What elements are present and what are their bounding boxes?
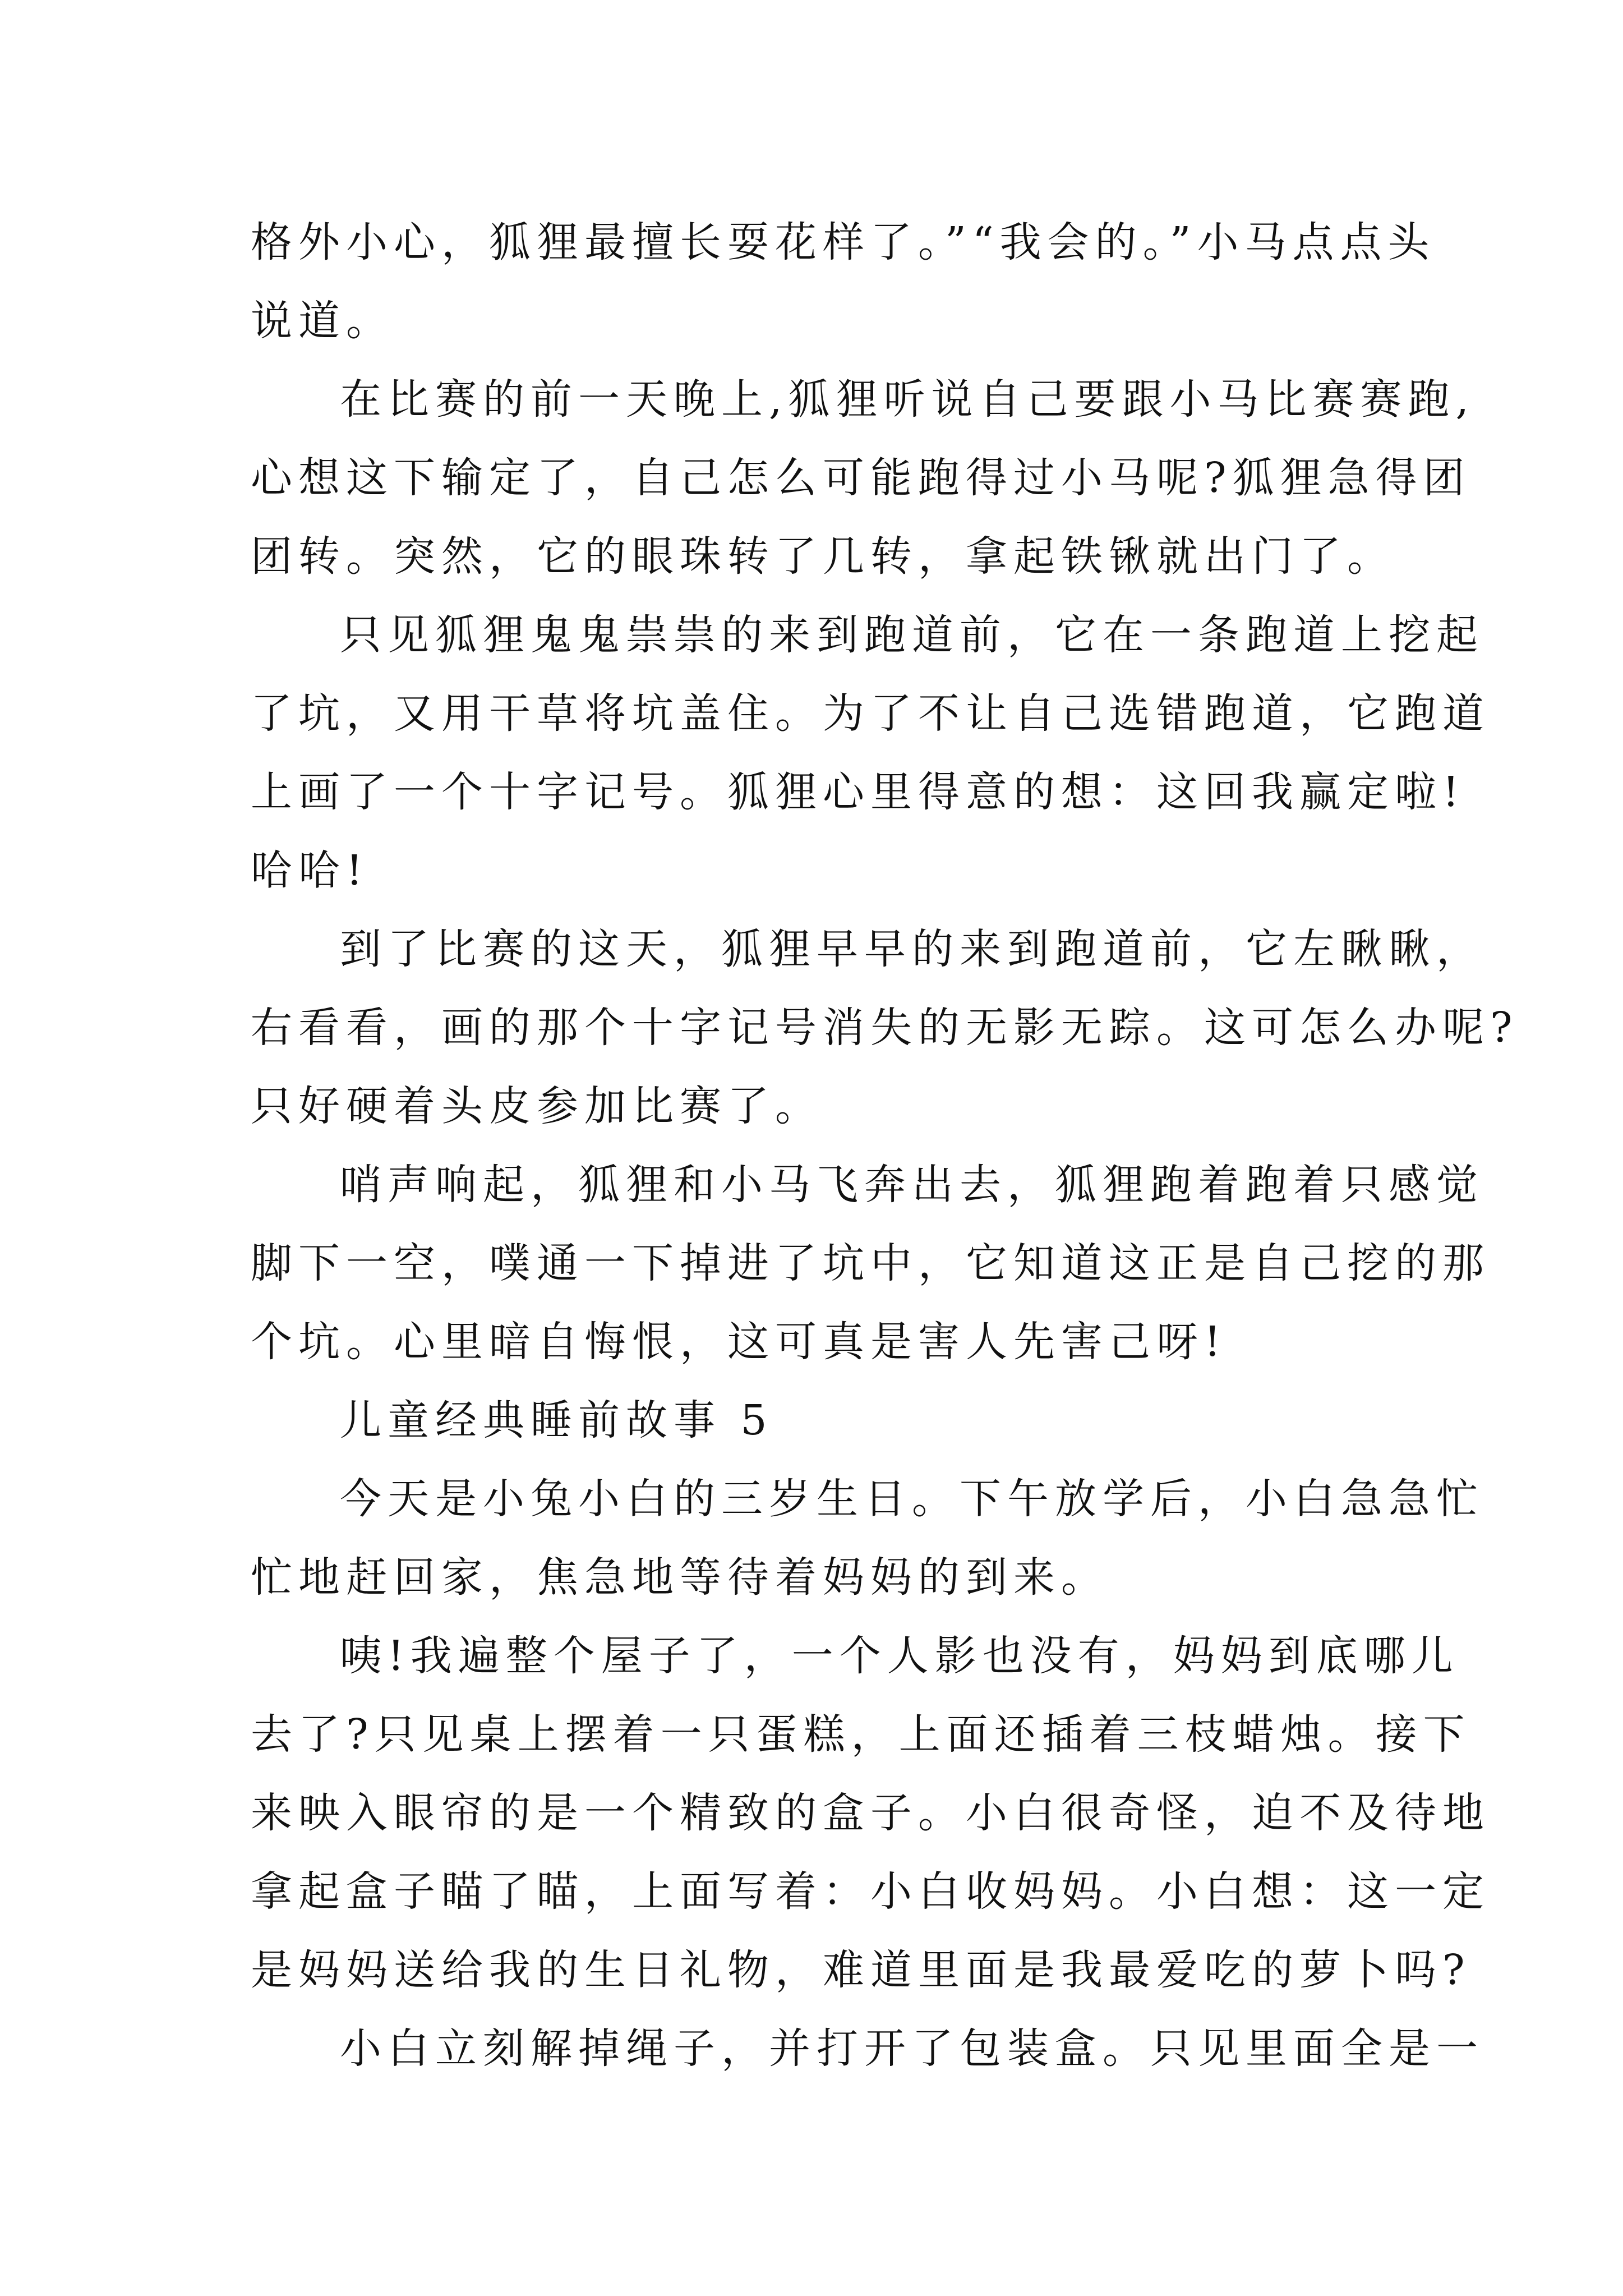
text-line: 只好硬着头皮参加比赛了。 — [251, 1082, 823, 1130]
text-line: 哈哈! — [251, 846, 369, 895]
text-line: 忙地赶回家，焦急地等待着妈妈的到来。 — [251, 1553, 1109, 1602]
text-line: 只见狐狸鬼鬼祟祟的来到跑道前，它在一条跑道上挖起 — [340, 611, 1484, 659]
text-line: 脚下一空，噗通一下掉进了坑中，它知道这正是自己挖的那 — [251, 1239, 1490, 1287]
text-line: 今天是小兔小白的三岁生日。下午放学后，小白急急忙 — [340, 1475, 1484, 1523]
section-heading: 儿童经典睡前故事 5 — [340, 1396, 773, 1444]
text-line: 是妈妈送给我的生日礼物，难道里面是我最爱吃的萝卜吗? — [251, 1946, 1471, 1994]
text-line: 格外小心，狐狸最擅长耍花样了。”“我会的。”小马点点头 — [251, 218, 1436, 266]
text-line: 到了比赛的这天，狐狸早早的来到跑道前，它左瞅瞅， — [340, 925, 1484, 973]
text-line: 来映入眼帘的是一个精致的盒子。小白很奇怪，迫不及待地 — [251, 1789, 1490, 1837]
text-line: 上画了一个十字记号。狐狸心里得意的想：这回我赢定啦! — [251, 768, 1465, 816]
text-line: 去了?只见桌上摆着一只蛋糕，上面还插着三枝蜡烛。接下 — [251, 1710, 1471, 1759]
text-line: 了坑，又用干草将坑盖住。为了不让自己选错跑道，它跑道 — [251, 689, 1490, 738]
text-line: 小白立刻解掉绳子，并打开了包装盒。只见里面全是一 — [340, 2024, 1484, 2073]
text-line: 咦!我遍整个屋子了，一个人影也没有，妈妈到底哪儿 — [340, 1632, 1459, 1680]
text-line: 个坑。心里暗自悔恨，这可真是害人先害己呀! — [251, 1318, 1227, 1366]
text-line: 右看看，画的那个十字记号消失的无影无踪。这可怎么办呢? — [251, 1004, 1519, 1052]
text-line: 在比赛的前一天晚上,狐狸听说自己要跟小马比赛赛跑, — [340, 375, 1476, 424]
text-line: 拿起盒子瞄了瞄，上面写着：小白收妈妈。小白想：这一定 — [251, 1867, 1490, 1916]
text-line: 哨声响起，狐狸和小马飞奔出去，狐狸跑着跑着只感觉 — [340, 1161, 1484, 1209]
text-line: 团转。突然，它的眼珠转了几转，拿起铁锹就出门了。 — [251, 532, 1395, 581]
text-line: 心想这下输定了，自己怎么可能跑得过小马呢?狐狸急得团 — [251, 454, 1471, 502]
text-line: 说道。 — [251, 297, 394, 345]
